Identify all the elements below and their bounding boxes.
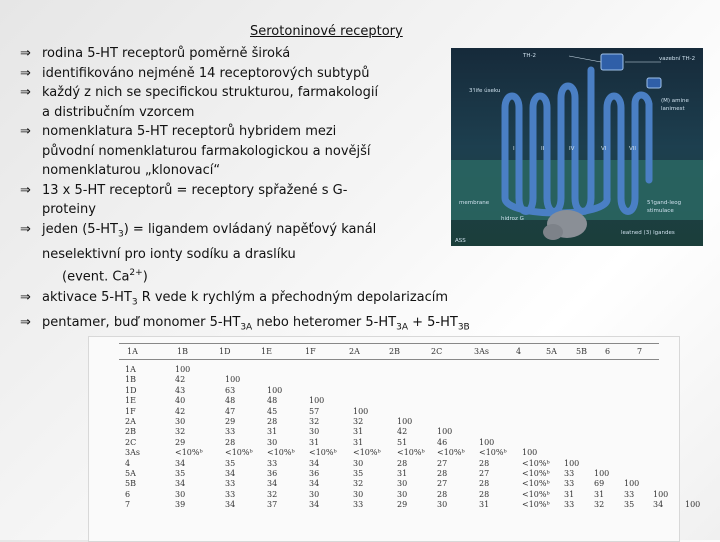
column-header: 1F xyxy=(305,347,316,356)
table-cell: 33 xyxy=(564,479,575,489)
column-header: 2C xyxy=(431,347,443,356)
figure-label: 3'life úseku xyxy=(469,88,501,94)
implies-arrow-icon: ⇒ xyxy=(20,182,31,198)
table-cell: <10%ᵇ xyxy=(397,448,425,458)
helix-label: IV xyxy=(569,146,575,152)
subscript: 3B xyxy=(457,322,470,333)
table-cell: <10%ᵇ xyxy=(522,469,550,478)
table-cell: 100 xyxy=(624,479,640,489)
bullet-continuation: původní nomenklaturou farmakologickou a novější xyxy=(42,143,371,159)
receptor-tag-box xyxy=(647,78,661,88)
row-header: 7 xyxy=(125,500,131,510)
table-cell: 30 xyxy=(175,417,186,426)
bullet-item xyxy=(20,313,710,338)
table-cell: 27 xyxy=(479,469,490,478)
table-row xyxy=(89,438,679,448)
table-cell: 100 xyxy=(594,469,610,478)
table-cell: 36 xyxy=(309,469,320,478)
table-cell: 46 xyxy=(437,437,448,447)
bullet-item xyxy=(20,64,450,84)
table-cell: 34 xyxy=(309,500,320,510)
bullet-continuation: neselektivní pro ionty sodíku a draslíku xyxy=(42,246,296,262)
bullet-list-lower xyxy=(20,288,710,338)
table-rule xyxy=(119,359,659,360)
receptor-structure-figure xyxy=(451,48,703,246)
table-row xyxy=(89,407,679,417)
bullet-continuation: a distribučním vzorcem xyxy=(42,104,195,120)
table-cell: 69 xyxy=(594,479,605,489)
row-header: 1A xyxy=(125,365,136,374)
table-row xyxy=(89,469,679,479)
table-cell: 30 xyxy=(353,458,364,468)
column-header: 5B xyxy=(576,347,587,356)
table-cell: 100 xyxy=(479,437,495,447)
table-cell: 32 xyxy=(267,489,278,499)
table-cell: 29 xyxy=(175,437,186,447)
table-row xyxy=(89,459,679,469)
table-cell: <10%ᵇ xyxy=(522,489,550,499)
column-header: 3As xyxy=(474,347,489,356)
table-cell: 32 xyxy=(353,479,364,489)
text-fragment: nebo heteromer 5-HT xyxy=(252,315,397,331)
bullet-text xyxy=(42,288,710,313)
table-cell: 100 xyxy=(175,365,191,374)
table-cell: 48 xyxy=(225,396,236,406)
table-cell: 100 xyxy=(267,385,283,395)
table-cell: 33 xyxy=(564,500,575,510)
implies-arrow-icon: ⇒ xyxy=(20,290,31,305)
table-cell: 34 xyxy=(309,479,320,489)
table-cell: 32 xyxy=(594,500,605,510)
table-cell: 34 xyxy=(175,479,186,489)
bullet-continuation: proteiny xyxy=(42,202,96,217)
bullet-list xyxy=(20,44,450,287)
table-cell: 51 xyxy=(397,437,408,447)
subscript: 3A xyxy=(240,322,253,333)
table-row xyxy=(89,427,679,437)
table-cell: 47 xyxy=(225,406,236,416)
figure-label: vazební TH-2 xyxy=(659,56,696,62)
implies-arrow-icon: ⇒ xyxy=(20,315,31,331)
table-row xyxy=(89,386,679,396)
table-cell: 33 xyxy=(353,500,364,510)
table-row xyxy=(89,490,679,500)
row-header: 6 xyxy=(125,489,131,499)
table-cell: 48 xyxy=(267,396,278,406)
table-cell: 31 xyxy=(479,500,490,510)
text-fragment: pentamer, buď monomer 5-HT xyxy=(42,315,241,331)
bullet-text: každý z nich se specifickou strukturou, farmakologií xyxy=(42,85,379,100)
table-cell: 28 xyxy=(267,417,278,426)
column-header: 6 xyxy=(605,347,611,356)
implies-arrow-icon: ⇒ xyxy=(20,221,31,237)
table-cell: 32 xyxy=(353,417,364,426)
table-row xyxy=(89,365,679,375)
figure-label: ASS xyxy=(455,238,466,244)
table-cell: 30 xyxy=(309,427,320,437)
table-cell: <10%ᵇ xyxy=(522,458,550,468)
row-header: 1D xyxy=(125,385,137,395)
helix-label: I xyxy=(513,146,515,152)
helix-label: VII xyxy=(629,146,637,152)
table-header-row xyxy=(89,347,679,357)
table-cell: <10%ᵇ xyxy=(437,448,465,458)
row-header: 2B xyxy=(125,427,136,437)
bullet-item xyxy=(20,181,450,201)
table-cell: 33 xyxy=(225,489,236,499)
table-cell: 34 xyxy=(309,458,320,468)
column-header: 1E xyxy=(261,347,272,356)
table-cell: 42 xyxy=(397,427,408,437)
helix-label: VI xyxy=(601,146,607,152)
column-header: 1A xyxy=(127,347,138,356)
bullet-continuation: nomenklaturou „klonovací“ xyxy=(42,163,221,178)
table-cell: 42 xyxy=(175,375,186,385)
table-cell: 32 xyxy=(175,427,186,437)
text-fragment: (event. Ca xyxy=(62,269,130,285)
table-cell: 31 xyxy=(353,437,364,447)
table-cell: 45 xyxy=(267,406,278,416)
table-cell: 30 xyxy=(397,479,408,489)
column-header: 4 xyxy=(516,347,522,356)
figure-label: (M) amine xyxy=(661,98,689,104)
table-cell: 29 xyxy=(225,417,236,426)
table-cell: 33 xyxy=(225,427,236,437)
table-cell: 35 xyxy=(225,458,236,468)
column-header: 1B xyxy=(177,347,188,356)
table-cell: <10%ᵇ xyxy=(522,479,550,489)
table-cell: 30 xyxy=(437,500,448,510)
subscript: 3A xyxy=(396,322,408,333)
text-fragment: jeden (5-HT xyxy=(42,221,118,237)
row-header: 1F xyxy=(125,406,136,416)
table-cell: <10%ᵇ xyxy=(309,448,337,458)
row-header: 5A xyxy=(125,469,136,478)
table-cell: 33 xyxy=(564,469,575,478)
implies-arrow-icon: ⇒ xyxy=(20,65,31,81)
bullet-text xyxy=(42,220,450,245)
receptor-diagram xyxy=(451,48,703,246)
table-rule xyxy=(119,343,659,344)
row-header: 3As xyxy=(125,448,140,458)
bullet-text xyxy=(42,313,710,338)
table-cell: 100 xyxy=(309,396,325,406)
bullet-text: rodina 5-HT receptorů poměrně široká xyxy=(42,46,291,61)
table-cell: 28 xyxy=(437,469,448,478)
table-cell: 34 xyxy=(225,469,236,478)
table-cell: <10%ᵇ xyxy=(353,448,381,458)
table-cell: 57 xyxy=(309,406,320,416)
figure-label: TH-2 xyxy=(523,53,536,59)
table-cell: 31 xyxy=(309,437,320,447)
column-header: 2B xyxy=(389,347,400,356)
table-row xyxy=(89,375,679,385)
table-cell: 34 xyxy=(175,458,186,468)
table-cell: 27 xyxy=(437,479,448,489)
table-cell: <10%ᵇ xyxy=(225,448,253,458)
table-cell: 28 xyxy=(397,458,408,468)
homology-table xyxy=(88,336,701,542)
table-cell: 31 xyxy=(564,489,575,499)
row-header: 4 xyxy=(125,458,131,468)
table-cell: 27 xyxy=(437,458,448,468)
table-cell: 100 xyxy=(397,417,413,426)
table-cell: 29 xyxy=(397,500,408,510)
table-row xyxy=(89,448,679,458)
column-header: 2A xyxy=(349,347,360,356)
figure-label: membrane xyxy=(459,200,490,206)
table-cell: 34 xyxy=(653,500,664,510)
g-protein-subunit xyxy=(543,224,563,240)
table-cell: 40 xyxy=(175,396,186,406)
subscript: 3 xyxy=(131,297,138,308)
table-cell: 63 xyxy=(225,385,236,395)
bullet-item xyxy=(20,288,710,313)
table-cell: 100 xyxy=(225,375,241,385)
figure-label: leatned (3) lgandes xyxy=(621,230,675,236)
column-header: 5A xyxy=(546,347,557,356)
table-row xyxy=(89,500,701,510)
slide-title: Serotoninové receptory xyxy=(250,24,403,39)
bullet-item xyxy=(20,122,450,142)
table-row xyxy=(89,479,679,489)
row-header: 1E xyxy=(125,396,136,406)
table-cell: 35 xyxy=(353,469,364,478)
table-cell: 32 xyxy=(309,417,320,426)
table-cell: 100 xyxy=(653,489,669,499)
text-fragment: ) xyxy=(142,269,148,285)
row-header: 1B xyxy=(125,375,136,385)
bullet-text: identifikováno nejméně 14 receptorových subtypů xyxy=(42,65,370,81)
table-cell: 28 xyxy=(479,489,490,499)
bullet-text: nomenklatura 5-HT receptorů hybridem mezi xyxy=(42,124,337,139)
row-header: 2C xyxy=(125,437,137,447)
text-fragment: + 5-HT xyxy=(407,315,458,331)
implies-arrow-icon: ⇒ xyxy=(20,46,31,61)
table-cell: 31 xyxy=(397,469,408,478)
text-fragment: R vede k rychlým a přechodným depolarizacím xyxy=(137,290,449,305)
subscript: 3 xyxy=(117,229,124,240)
table-cell: 100 xyxy=(522,448,538,458)
table-cell: <10%ᵇ xyxy=(479,448,507,458)
table-cell: 30 xyxy=(397,489,408,499)
table-cell: 30 xyxy=(175,489,186,499)
table-cell: 34 xyxy=(225,500,236,510)
table-cell: 100 xyxy=(685,500,701,510)
table-cell: 30 xyxy=(353,489,364,499)
figure-label: stimulace xyxy=(647,208,674,214)
table-cell: 33 xyxy=(624,489,635,499)
table-cell: 30 xyxy=(267,437,278,447)
superscript: 2+ xyxy=(129,268,143,279)
table-cell: 31 xyxy=(353,427,364,437)
label-leader xyxy=(569,56,601,62)
bullet-item xyxy=(20,44,450,64)
event-note xyxy=(20,264,450,287)
table-row xyxy=(89,417,679,427)
text-fragment: aktivace 5-HT xyxy=(42,290,132,305)
table-cell: 36 xyxy=(267,469,278,478)
table-cell: 28 xyxy=(437,489,448,499)
table-row xyxy=(89,396,679,406)
bullet-item xyxy=(20,83,450,103)
table-cell: <10%ᵇ xyxy=(175,448,203,458)
table-cell: 30 xyxy=(309,489,320,499)
table-cell: 35 xyxy=(175,469,186,478)
bullet-text: 13 x 5-HT receptorů = receptory spřažené s G- xyxy=(42,182,348,198)
table-cell: 39 xyxy=(175,500,186,510)
table-cell: 37 xyxy=(267,500,278,510)
column-header: 7 xyxy=(637,347,643,356)
table-cell: 28 xyxy=(479,479,490,489)
table-cell: 100 xyxy=(437,427,453,437)
text-fragment: ) = ligandem ovládaný napěťový kanál xyxy=(123,221,377,237)
implies-arrow-icon: ⇒ xyxy=(20,85,31,100)
table-cell: <10%ᵇ xyxy=(267,448,295,458)
table-cell: 42 xyxy=(175,406,186,416)
table-cell: 28 xyxy=(479,458,490,468)
figure-label: lanimest xyxy=(661,106,685,112)
table-cell: 100 xyxy=(353,406,369,416)
table-cell: 33 xyxy=(267,458,278,468)
implies-arrow-icon: ⇒ xyxy=(20,124,31,139)
table-cell: 34 xyxy=(267,479,278,489)
table-cell: 35 xyxy=(624,500,635,510)
table-cell: <10%ᵇ xyxy=(522,500,550,510)
row-header: 2A xyxy=(125,417,136,426)
table-cell: 28 xyxy=(225,437,236,447)
figure-label: 5'lgand-leog xyxy=(647,200,682,206)
receptor-head-box xyxy=(601,54,623,70)
bullet-item xyxy=(20,220,450,245)
table-cell: 31 xyxy=(594,489,605,499)
table-cell: 100 xyxy=(564,458,580,468)
figure-label: hidroz G xyxy=(501,216,524,222)
row-header: 5B xyxy=(125,479,136,489)
helix-label: II xyxy=(541,146,545,152)
table-cell: 43 xyxy=(175,385,186,395)
column-header: 1D xyxy=(219,347,231,356)
table-cell: 33 xyxy=(225,479,236,489)
table-cell: 31 xyxy=(267,427,278,437)
